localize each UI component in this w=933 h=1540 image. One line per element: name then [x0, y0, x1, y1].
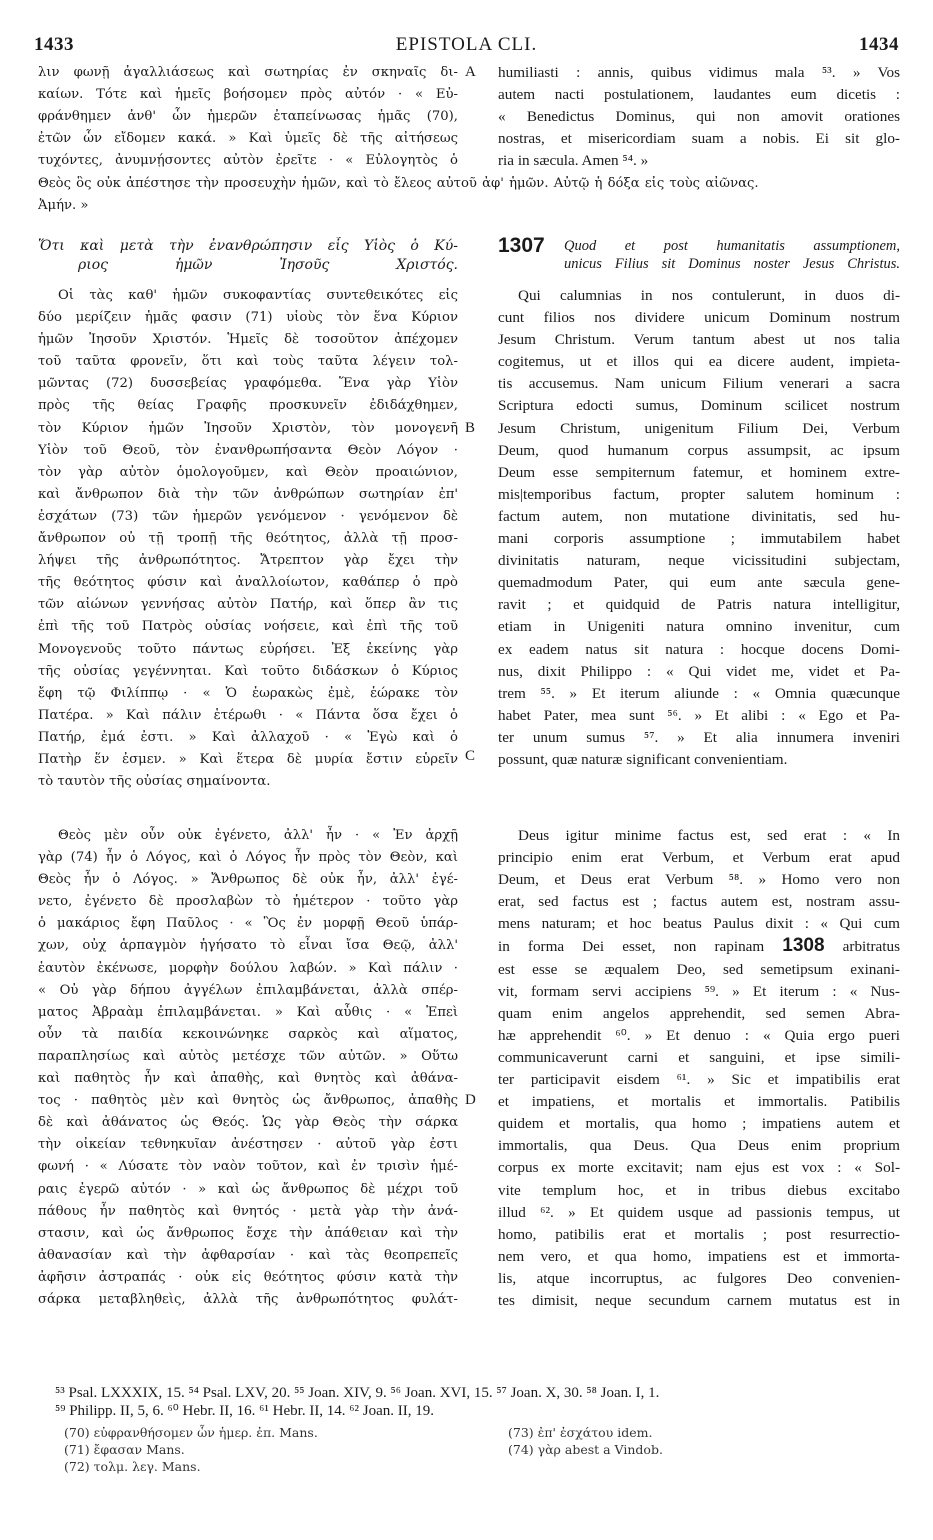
text-line: φωνή · « Λύσατε τὸν ναὸν τοῦτον, καὶ ἐν τρισὶν ἡμέ- — [38, 1159, 458, 1175]
text-line: quemadmodum Pater, qui eum ante sæcula gene- — [498, 574, 900, 592]
text-line: τὸν γὰρ αὐτὸν ὁμολογοῦμεν, καὶ Θεὸν προαιώνιον, — [38, 464, 458, 480]
text-line: Θεὸς μὲν οὖν οὐκ ἐγένετο, ἀλλ' ἦν · « Ἐν ἀρχῇ — [58, 828, 458, 843]
text-line: Scriptura edocti sumus, Dominum scilicet nostrum — [498, 397, 900, 415]
latin-body-paragraph-1 — [498, 285, 900, 771]
variant-note: (73) ἐπ' ἐσχάτου idem. — [508, 1425, 653, 1440]
margin-marker-d: D — [465, 1092, 476, 1108]
text-line: mani corporis assumptione ; immutabilem habet — [498, 530, 900, 548]
text-line: ραις ἐγερῶ αὐτόν · » καὶ ὡς ἄνθρωπος δὲ μέχρι τοῦ — [38, 1181, 458, 1197]
text-line: πρὸς τῆς θείας Γραφῆς προσκυνεῖν ἐδιδάχθημεν, — [38, 398, 458, 414]
text-line: καὶ παθητὸς ἦν καὶ ἀπαθὴς, καὶ θνητὸς καὶ ἀθάνα- — [38, 1071, 458, 1087]
text-line: τος · παθητὸς μὲν καὶ θνητὸς ὡς ἄνθρωπος, ἀπαθὴς — [38, 1093, 458, 1109]
footnote-line: ⁵³ Psal. LXXXIX, 15. ⁵⁴ Psal. LXV, 20. ⁵⁵ Joan. XIV, 9. ⁵⁶ Joan. XVI, 15. ⁵⁷ Joan. X, 30. ⁵⁸ Joan. I, 1. — [55, 1385, 660, 1401]
text-line: σάρκα μεταβληθεὶς, ἀλλὰ τῆς ἀνθρωπότητος φυλάτ- — [38, 1291, 458, 1307]
text-line: mis|temporibus factum, propter salutem hominum : — [498, 485, 900, 503]
text-line: lis, atque incorruptus, ac fulgores Deo convenien- — [498, 1269, 900, 1287]
text-line: factum autem, non mutatione divinitatis, sed hu- — [498, 507, 900, 525]
text-line: ἀθανασίαν καὶ τὴν ἀφθαρσίαν · καὶ τὰς θεοπρεπεῖς — [38, 1247, 458, 1263]
text-line: δύο μερίζειν ἡμᾶς φασιν (71) υἱοὺς τὸν ἕνα Κύριον — [38, 310, 458, 326]
text-line: τῶν αἰώνων γεννήσας αὐτὸν Πατήρ, καὶ ὅπερ ἂν τις — [38, 597, 458, 613]
text-line: Jesum Christum. Verum tantum abest ut nos talia — [498, 331, 900, 349]
latin-top-paragraph — [498, 62, 900, 172]
greek-top-paragraph — [38, 62, 458, 172]
text-line: λήψει τῆς ἀνθρωπότητος. Ἄτρεπτον γὰρ ἔχει τὴν — [38, 553, 458, 569]
footnote-line: ⁵⁹ Philipp. II, 5, 6. ⁶⁰ Hebr. II, 16. ⁶¹ Hebr. II, 14. ⁶² Joan. II, 19. — [55, 1403, 435, 1419]
text-line: παραπλησίως καὶ αὐτὸς μετέσχε τῶν αὐτῶν. » Οὕτω — [38, 1048, 458, 1064]
text-line: hæ apprehendit ⁶⁰. » Et denuo : « Quia ergo pueri — [498, 1026, 900, 1044]
page-number-right: 1434 — [859, 34, 899, 55]
text-line: homo, patibilis erat et mortalis ; post resurrectio- — [498, 1225, 900, 1243]
text-line: Jesum Christum, unigenitum Filium Dei, Verbum — [498, 419, 900, 437]
text-line: φράνθημεν ἀνθ' ὧν ἡμερῶν ἐταπείνωσας ἡμᾶς (70), — [38, 109, 458, 125]
text-line: γὰρ (74) ἦν ὁ Λόγος, καὶ ὁ Λόγος ἦν πρὸς τὸν Θεὸν, καὶ — [38, 850, 458, 866]
text-line: ματος Ἀβραὰμ ἐπιλαμβάνεται. » Καὶ αὖθις · « Ἐπεὶ — [38, 1004, 458, 1020]
text-line: illud ⁶². » Et quidem usque ad passionis tempus, ut — [498, 1203, 900, 1221]
scripture-footnotes — [55, 1384, 905, 1420]
text-line: τὸν Κύριον ἡμῶν Ἰησοῦν Χριστὸν, τὸν μονογενῆ — [38, 420, 458, 436]
text-line: Deus igitur minime factus est, sed erat : « In — [518, 827, 900, 844]
title-line: ριος ἡμῶν Ἰησοῦς Χριστός. — [78, 257, 458, 273]
text-line: nostras, et misericordiam suam a nobis. Ei sit glo- — [498, 130, 900, 148]
page-header — [34, 34, 899, 58]
text-line: Qui calumnias in nos contulerunt, in duos di- — [518, 287, 900, 304]
greek-body-paragraph-2 — [38, 825, 458, 1311]
text-line: τῆς οὐσίας γεγέννηται. Καὶ τοῦτο διδάσκων ὁ Κύριος — [38, 663, 458, 679]
text-line: mens naturam; et hoc beatus Paulus dixit : « Qui cum — [498, 915, 900, 933]
text-line: autem nacti postulationem, laudantes eum dicetis : — [498, 86, 900, 104]
text-line: Deum esse sempiternum fatemur, et hominem extre- — [498, 463, 900, 481]
text-line: immortalis, qua Deus. Qua Deus enim proprium — [498, 1137, 900, 1155]
text-line: Ἀμήν. » — [38, 198, 89, 213]
text-line: quidem et mortalis, qua homo ; impatiens autem et — [498, 1115, 900, 1133]
text-line: ἐπὶ τῆς τοῦ Πατρὸς οὐσίας νοήσειε, καὶ ἐπὶ τῆς τοῦ — [38, 619, 458, 635]
text-line: erat, sed factus est ; factus autem est, nostram assu- — [498, 893, 900, 911]
text-line: ἀφῆσιν ἀστραπάς · οὐκ εἰς θεότητος φύσιν κατὰ τὴν — [38, 1269, 458, 1285]
text-line: καὶ ἄνθρωπον διὰ τὴν τῶν ἀνθρώπων σωτηρίαν ἐπ' — [38, 486, 458, 502]
text-line: ria in sæcula. Amen ⁵⁴. » — [498, 152, 649, 170]
text-line: Πατὴρ ἕν ἐσμεν. » Καὶ ἕτερα δὲ μυρία ἔστιν εὑρεῖν — [38, 751, 458, 767]
text-fragment: in forma Dei esset, non rapinam — [498, 938, 765, 956]
text-line: ἡμῶν Ἰησοῦν Χριστόν. Ἡμεῖς δὲ τοσοῦτον ἀπέχομεν — [38, 332, 458, 348]
text-line: τὴν οἰκείαν τεθνηκυῖαν ἀνέστησεν · αὐτοῦ γὰρ ἐστι — [38, 1137, 458, 1153]
variant-note: (70) εὐφρανθήσομεν ὧν ἡμερ. ἐπ. Mans. — [64, 1425, 318, 1440]
text-line: Πατήρ, ἐμά ἐστι. » Καὶ ἀλλαχοῦ · « Ἐγὼ καὶ ὁ — [38, 729, 458, 745]
text-line: tes dimisit, neque secundum carnem mutatus est in — [498, 1291, 900, 1309]
text-line: principio enim erat Verbum, et Verbum erat apud — [498, 849, 900, 867]
text-line: nem vero, et qua homo, impatiens est et immorta- — [498, 1247, 900, 1265]
margin-marker-b: B — [465, 420, 476, 436]
text-line: « Οὐ γὰρ δήπου ἀγγέλων ἐπιλαμβάνεται, ἀλλὰ σπέρ- — [38, 982, 458, 998]
text-line: οὖν τὰ παιδία κεκοινώνηκε σαρκὸς καὶ αἵματος, — [38, 1026, 458, 1042]
page-number-left: 1433 — [34, 34, 74, 55]
text-line: τῆς θεότητος φύσιν καὶ ἀναλλοίωτον, καθάπερ ὁ πρὸ — [38, 575, 458, 591]
text-line: cogitemus, ut et illos qui ea dicere audent, impieta- — [498, 353, 900, 371]
text-line: est esse se æqualem Deo, sed semetipsum exinani- — [498, 960, 900, 978]
variant-note: (74) γὰρ abest a Vindob. — [508, 1442, 663, 1457]
text-line: Deum, quod humanum corpus assumpsit, ac ipsum — [498, 441, 900, 459]
text-line: Πατέρα. » Καὶ πάλιν ἑτέρωθι · « Πάντα ὅσα ἔχει ὁ — [38, 707, 458, 723]
text-line: ἔφη τῷ Φιλίππῳ · « Ὁ ἑωρακὼς ἐμὲ, ἑώρακε τὸν — [38, 685, 458, 701]
text-line: ἐσχάτων (73) τῶν ἡμερῶν γενόμενον · γενόμενον δὲ — [38, 508, 458, 524]
title-line: unicus Filius sit Dominus noster Jesus Christus. — [564, 256, 900, 272]
text-line: ἐτῶν ὧν εἴδομεν κακά. » Καὶ ὑμεῖς δὲ τῆς αἰτήσεως — [38, 131, 458, 147]
text-line: vite templum hoc, et in tribus diebus excitabo — [498, 1181, 900, 1199]
title-line: Quod et post humanitatis assumptionem, — [564, 238, 900, 254]
text-fragment: arbitratus — [842, 938, 900, 956]
text-line: μῶντας (72) δυσσεβείας γραφόμεθα. Ἕνα γὰρ Υἱὸν — [38, 376, 458, 392]
text-line: ἄνθρωπον οὐ τῇ τροπῇ τῆς θεότητος, ἀλλὰ τῇ προσ- — [38, 531, 458, 547]
greek-wide-line — [38, 173, 898, 217]
text-line: στασιν, καὶ ὡς ἄνθρωπος ἔσχε τὴν ἀπάθειαν καὶ τὴν — [38, 1225, 458, 1241]
margin-marker-c: C — [465, 748, 476, 764]
text-line: « Benedictus Dominus, qui non amovit orationes — [498, 108, 900, 126]
text-line: habet Pater, mea sunt ⁵⁶. » Et alibi : « Ego et Pa- — [498, 706, 900, 724]
text-line: πάθους ἦν παθητὸς καὶ θνητός · μετὰ γὰρ τὴν ἀνά- — [38, 1203, 458, 1219]
greek-body-paragraph-1 — [38, 285, 458, 793]
greek-section-title — [38, 237, 458, 275]
title-line: Ὅτι καὶ μετὰ τὴν ἐνανθρώπησιν εἷς Υἱὸς ὁ Κύ- — [38, 238, 458, 254]
text-line: τοῦ ταῦτα φρονεῖν, ὅτι καὶ τοὺς ταῦτα λέγειν τολ- — [38, 354, 458, 370]
variant-readings-right — [508, 1424, 888, 1458]
column-number: 1308 — [782, 935, 825, 957]
text-line: humiliasti : annis, quibus vidimus mala ⁵³. » Vos — [498, 64, 900, 81]
text-line: quam enim angelos apprehendit, sed semen Abra- — [498, 1004, 900, 1022]
text-line: ex eadem natus sit natura : hocque docens Domi- — [498, 640, 900, 658]
text-line: δὲ καὶ ἀθάνατος ὡς Θεός. Ὡς γὰρ Θεὸς τὴν σάρκα — [38, 1115, 458, 1131]
running-title: EPISTOLA CLI. — [395, 34, 538, 55]
text-line: cunt filios nos dividere unicum Dominum nostrum — [498, 309, 900, 327]
text-line: Υἱὸν τοῦ Θεοῦ, τὸν ἐνανθρωπήσαντα Θεὸν Λόγον · — [38, 442, 458, 458]
text-line: Μονογενοῦς τοῦτο πάντως εὑρήσει. Ἐξ ἐκείνης γὰρ — [38, 641, 458, 657]
text-line: trem ⁵⁵. » Et iterum aliunde : « Omnia quæcunque — [498, 684, 900, 702]
text-line: καίων. Τότε καὶ ἡμεῖς βοήσομεν πρὸς αὐτόν · « Εὐ- — [38, 87, 458, 103]
text-line: ravit ; et quidquid de Patris natura intelligitur, — [498, 596, 900, 614]
text-line: divinitatis naturam, neque vicissitudini subjectam, — [498, 552, 900, 570]
text-line: Οἱ τὰς καθ' ἡμῶν συκοφαντίας συντεθεικότες εἰς — [58, 288, 458, 303]
variant-readings-left — [64, 1424, 444, 1475]
latin-body-paragraph-2 — [498, 825, 900, 1312]
text-line: τὸ ταυτὸν τῆς οὐσίας σημαίνοντα. — [38, 774, 271, 790]
text-line: vit, formam servi accipiens ⁵⁹. » Et iterum : « Nus- — [498, 982, 900, 1000]
text-line-with-column-number — [498, 935, 900, 958]
text-line: Deum, et Deus erat Verbum ⁵⁸. » Homo vero non — [498, 871, 900, 889]
text-line: ter unum sumus ⁵⁷. » Et alia innumera inveniri — [498, 728, 900, 746]
text-line: ὁ μακάριος ἔφη Παῦλος · « Ὃς ἐν μορφῇ Θεοῦ ὑπάρ- — [38, 916, 458, 932]
text-line: τυχόντες, ἀνυμνῄσοντες αὐτὸν ἐρεῖτε · « Εὐλογητὸς ὁ — [38, 153, 458, 169]
text-line: Θεὸς ἦν ὁ Λόγος. » Ἄνθρωπος δὲ οὐκ ἦν, ἀλλ' ἐγέ- — [38, 872, 458, 888]
text-line: nus, dixit Philippo : « Qui videt me, videt et Pa- — [498, 662, 900, 680]
text-line: ἑαυτὸν ἐκένωσε, μορφὴν δούλου λαβών. » Καὶ πάλιν · — [38, 960, 458, 976]
text-line: et impatiens, et mortalis et immortalis. Patibilis — [498, 1093, 900, 1111]
text-line: λιν φωνῇ ἀγαλλιάσεως καὶ σωτηρίας ἐν σκηναῖς δι- — [38, 65, 458, 80]
variant-note: (71) ἔφασαν Mans. — [64, 1442, 185, 1457]
text-line: possunt, quæ naturæ significant convenientiam. — [498, 750, 788, 768]
text-line: ter participavit eisdem ⁶¹. » Sic et impatibilis erat — [498, 1071, 900, 1089]
variant-note: (72) τολμ. λεγ. Mans. — [64, 1459, 201, 1474]
text-line: νετο, ἐγένετο δὲ προσλαβὼν τὸ ἡμέτερον · τοῦτο γὰρ — [38, 894, 458, 910]
margin-marker-a: A — [465, 64, 476, 80]
text-line: etiam in Unigeniti natura omnino invenitur, cum — [498, 618, 900, 636]
text-line: Θεὸς ὃς οὐκ ἀπέστησε τὴν προσευχὴν ἡμῶν, καὶ τὸ ἔλεος αὐτοῦ ἀφ' ἡμῶν. Αὐτῷ ἡ δόξα εἰς τοὺς αἰῶνας. — [38, 176, 759, 191]
text-line: χων, οὐχ ἁρπαγμὸν ἡγήσατο τὸ εἶναι ἴσα Θεῷ, ἀλλ' — [38, 938, 458, 954]
text-line: corpus ex morte excitavit; nam ejus est vox : « Sol- — [498, 1159, 900, 1177]
text-line: communicaverunt carni et sanguini, et ipse simili- — [498, 1048, 900, 1066]
column-number: 1307 — [498, 234, 545, 257]
text-line: tis accusemus. Nam unicum Filium venerari a sacra — [498, 375, 900, 393]
